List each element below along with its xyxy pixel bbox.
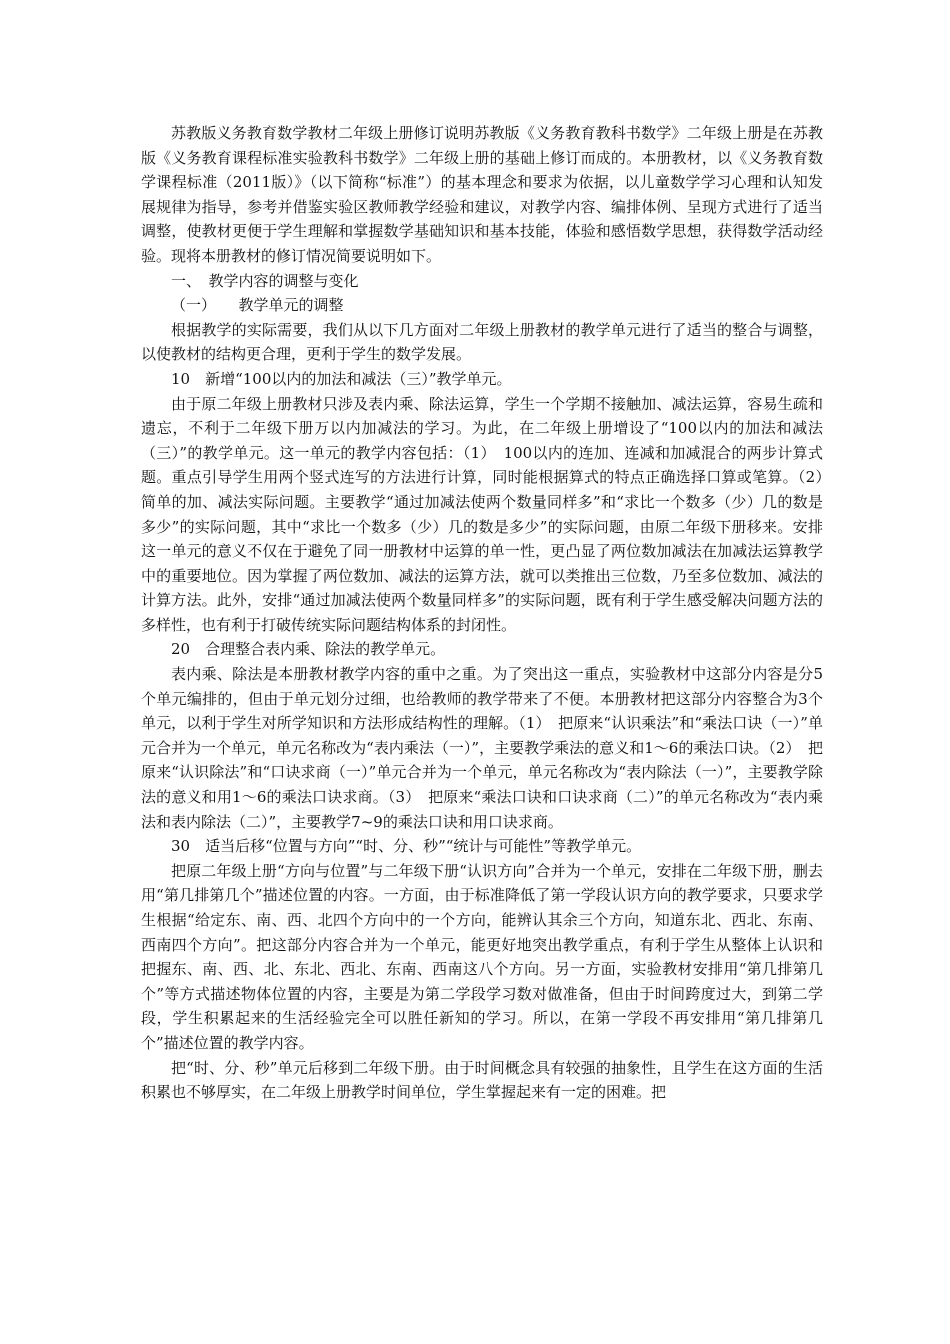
item-heading: 20 合理整合表内乘、除法的教学单元。 [171, 640, 446, 659]
body-paragraph: 把原二年级上册“方向与位置”与二年级下册“认识方向”合并为一个单元，安排在二年级下册，删去用“第几排第几个”描述位置的内容。一方面，由于标准降低了第一学段认识方向的教学要求，只要求学生根据“给定东、南、西、北四个方向中的一个方向，能辨认其余三个方向，知道东北、西北、东南、西南四个方向”。把这部分内容合并为一个单元，能更好地突出教学重点，有利于学生从整体上认识和把握东、南、西、北、东北、西北、东南、西南这八个方向。另一方面，实验教材安排用“第几排第几个”等方式描述物体位置的内容，主要是为第二学段学习数对做准备，但由于时间跨度过大，到第二学段，学生积累起来的生活经验完全可以胜任新知的学习。所以，在第一学段不再安排用“第几排第几个”描述位置的教学内容。 [141, 861, 823, 1052]
body-paragraph: 把“时、分、秒”单元后移到二年级下册。由于时间概念具有较强的抽象性，且学生在这方面的生活积累也不够厚实，在二年级上册教学时间单位，学生掌握起来有一定的困难。把 [141, 1058, 823, 1102]
body-paragraph: 由于原二年级上册教材只涉及表内乘、除法运算，学生一个学期不接触加、减法运算，容易生疏和遗忘，不利于二年级下册万以内加减法的学习。为此，在二年级上册增设了“100以内的加法和减法（三）”的教学单元。这一单元的教学内容包括：（1） 100以内的连加、连减和加减混合的两步计算式题。重点引导学生用两个竖式连写的方法进行计算，同时能根据算式的特点正确选择口算或笔算。（2） 简单的加、减法实际问题。主要教学“通过加减法使两个数量同样多”和“求比一个数多（少）几的数是多少”的实际问题，其中“求比一个数多（少）几的数是多少”的实际问题，由原二年级下册移来。安排这一单元的意义不仅在于避免了同一册教材中运算的单一性，更凸显了两位数加减法在加减法运算教学中的重要地位。因为掌握了两位数加、减法的运算方法，就可以类推出三位数，乃至多位数加、减法的计算方法。此外，安排“通过加减法使两个数量同样多”的实际问题，既有利于学生感受解决问题方法的多样性，也有利于打破传统实际问题结构体系的封闭性。 [141, 394, 839, 634]
intro-paragraph: 苏教版义务教育数学教材二年级上册修订说明苏教版《义务教育教科书数学》二年级上册是在苏教版《义务教育课程标准实验教科书数学》二年级上册的基础上修订而成的。本册教材，以《义务教育数学课程标准（2011版）》（以下简称“标准”）的基本理念和要求为依据，以儿童数学学习心理和认知发展规律为指导，参考并借鉴实验区教师教学经验和建议，对教学内容、编排体例、呈现方式进行了适当调整，使教材更便于学生理解和掌握数学基础知识和基本技能，体验和感悟数学思想，获得数学活动经验。现将本册教材的修订情况简要说明如下。 [141, 124, 823, 265]
item-heading: 30 适当后移“位置与方向”“时、分、秒”“统计与可能性”等教学单元。 [171, 837, 642, 856]
item-heading: 10 新增“100以内的加法和减法（三）”教学单元。 [171, 369, 512, 388]
subsection-heading: （一） 教学单元的调整 [171, 296, 344, 315]
body-paragraph: 根据教学的实际需要，我们从以下几方面对二年级上册教材的教学单元进行了适当的整合与调整，以使教材的结构更合理，更利于学生的数学发展。 [141, 320, 823, 364]
body-paragraph: 表内乘、除法是本册教材教学内容的重中之重。为了突出这一重点，实验教材中这部分内容是分5个单元编排的，但由于单元划分过细，也给教师的教学带来了不便。本册教材把这部分内容整合为3个单元，以利于学生对所学知识和方法形成结构性的理解。（1） 把原来“认识乘法”和“乘法口诀（一）”单元合并为一个单元，单元名称改为“表内乘法（一）”，主要教学乘法的意义和1～6的乘法口诀。（2） 把原来“认识除法”和“口诀求商（一）”单元合并为一个单元，单元名称改为“表内除法（一）”，主要教学除法的意义和用1～6的乘法口诀求商。（3） 把原来“乘法口诀和口诀求商（二）”的单元名称改为“表内乘法和表内除法（二）”，主要教学7~9的乘法口诀和用口诀求商。 [141, 665, 823, 831]
document-body [141, 121, 839, 1105]
section-heading: 一、 教学内容的调整与变化 [171, 271, 359, 290]
